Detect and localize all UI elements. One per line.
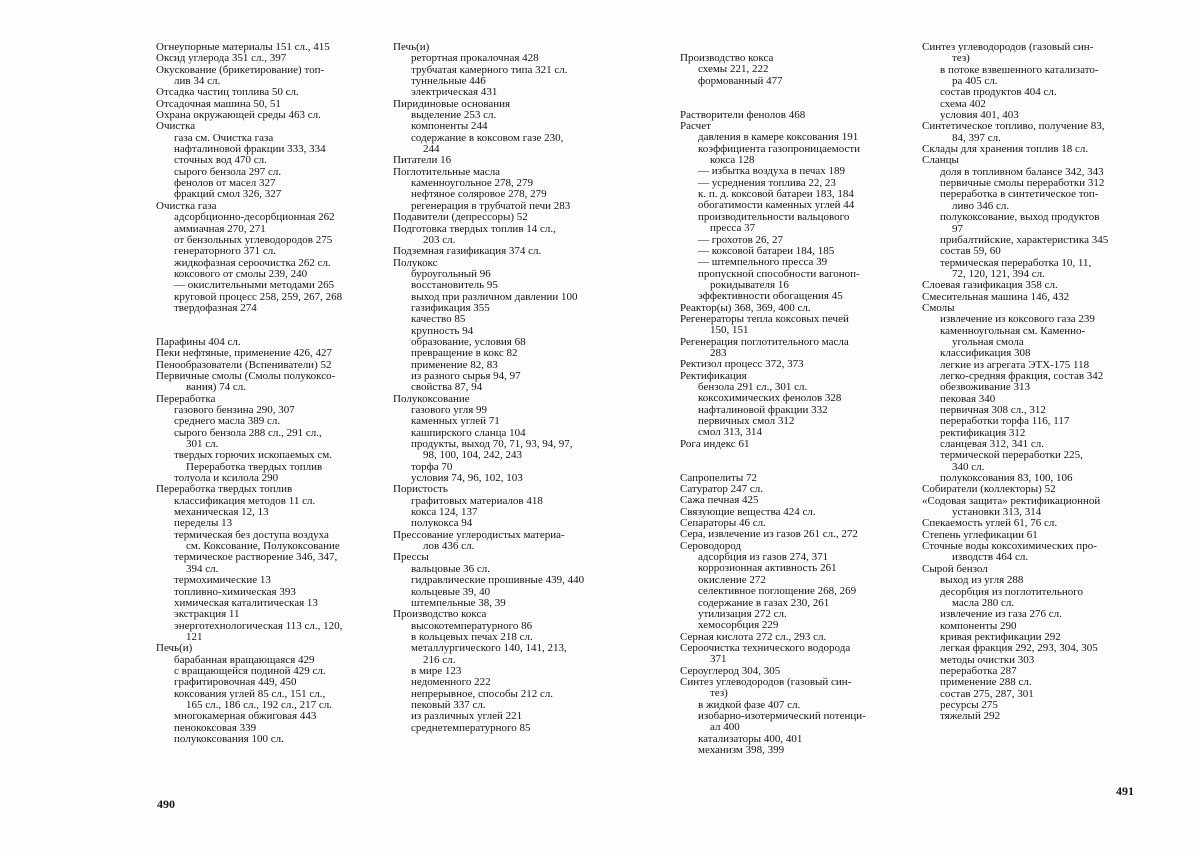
- index-heading: Пористость: [393, 483, 448, 496]
- index-heading: Переработка: [156, 392, 216, 405]
- index-subentry: полукоксования 83, 100, 106: [940, 472, 1073, 485]
- blank-line: [680, 87, 910, 110]
- index-subentry: извлечение из коксового газа 239: [940, 313, 1095, 326]
- index-subentry: графитировочная 449, 450: [174, 676, 297, 689]
- index-subentry: твердых горючих ископаемых см.: [174, 449, 333, 462]
- index-subentry: применение 82, 83: [411, 358, 498, 371]
- index-subentry: первичных смол 312: [698, 415, 795, 427]
- index-subentry: рокидывателя 16: [710, 278, 789, 291]
- index-heading: Синтетическое топливо, получение 83,: [922, 120, 1105, 133]
- index-subentry: пековая 340: [940, 392, 996, 405]
- index-subentry: — усреднения топлива 22, 23: [698, 176, 836, 189]
- index-heading: Сатуратор 247 сл.: [680, 483, 763, 496]
- index-heading: Растворители фенолов 468: [680, 108, 806, 121]
- index-subentry: жидкофазная сероочистка 262 сл.: [174, 256, 331, 269]
- index-subentry: 371: [710, 653, 727, 666]
- index-subentry: 340 сл.: [952, 460, 985, 473]
- index-subentry: в мире 123: [411, 664, 462, 677]
- index-subentry: превращение в кокс 82: [411, 347, 518, 360]
- index-subentry: термическая без доступа воздуха: [174, 528, 329, 541]
- index-heading: Огнеупорные материалы 151 сл., 415: [156, 41, 330, 53]
- index-subentry: 97: [952, 222, 963, 235]
- index-subentry: состав 275, 287, 301: [940, 687, 1034, 700]
- index-subentry: в потоке взвешенного катализато-: [940, 63, 1099, 76]
- index-subentry: компоненты 290: [940, 619, 1017, 632]
- index-heading: Питатели 16: [393, 154, 452, 167]
- index-heading: Синтез углеводородов (газовый син-: [680, 675, 852, 688]
- right-page: [600, 0, 1200, 849]
- index-heading: Синтез углеводородов (газовый син-: [922, 41, 1094, 53]
- index-subentry: изводств 464 сл.: [952, 551, 1029, 564]
- page-number-left: 490: [157, 797, 175, 811]
- index-subentry: металлургического 140, 141, 213,: [411, 642, 567, 655]
- index-subentry: классификация методов 11 сл.: [174, 494, 316, 507]
- index-subentry: тез): [710, 687, 728, 700]
- index-subentry: ресурсы 275: [940, 698, 998, 711]
- index-subentry: состав 59, 60: [940, 245, 1001, 258]
- index-subentry: качество 85: [411, 313, 466, 326]
- index-subentry: сланцевая 312, 341 сл.: [940, 438, 1045, 451]
- index-subentry: лив 34 сл.: [174, 75, 221, 88]
- index-subentry: сточных вод 470 сл.: [174, 154, 267, 167]
- index-subentry: газового угля 99: [411, 404, 488, 416]
- index-subentry: 98, 100, 104, 242, 243: [423, 449, 522, 462]
- index-subentry: каменноугольная см. Каменно-: [940, 324, 1086, 337]
- index-subentry: — штемпельного пресса 39: [698, 256, 828, 269]
- index-subentry: генераторного 371 сл.: [174, 245, 277, 258]
- index-subentry: нафталиновой фракции 333, 334: [174, 143, 326, 156]
- index-subentry: электрическая 431: [411, 86, 498, 99]
- index-subentry: круговой процесс 258, 259, 267, 268: [174, 290, 343, 303]
- index-subentry: с вращающейся подиной 429 сл.: [174, 664, 326, 677]
- index-subentry: легкая фракция 292, 293, 304, 305: [940, 642, 1098, 655]
- index-subentry: среднего масла 389 сл.: [174, 415, 281, 428]
- index-heading: Степень углефикации 61: [922, 528, 1038, 541]
- index-subentry: трубчатая камерного типа 321 сл.: [411, 63, 568, 76]
- index-subentry: пресса 37: [710, 222, 756, 235]
- index-subentry: переработка 287: [940, 664, 1017, 677]
- index-subentry: термической переработки 225,: [940, 449, 1083, 462]
- index-column-3: [680, 53, 910, 756]
- page-number-right: 491: [1116, 784, 1134, 798]
- index-subentry: крупность 94: [411, 324, 474, 337]
- index-subentry: в кольцевых печах 218 сл.: [411, 630, 533, 643]
- index-subentry: 165 сл., 186 сл., 192 сл., 217 сл.: [186, 698, 332, 711]
- index-subentry: коксования углей 85 сл., 151 сл.,: [174, 687, 326, 700]
- index-subentry: каменных углей 71: [411, 415, 500, 428]
- index-subentry: вания) 74 сл.: [186, 381, 247, 394]
- index-subentry: бензола 291 сл., 301 сл.: [698, 380, 808, 393]
- index-subentry: ал 400: [710, 721, 740, 734]
- index-subentry: выход из угля 288: [940, 574, 1024, 587]
- index-subentry: окисление 272: [698, 573, 766, 586]
- index-subentry: содержание в газах 230, 261: [698, 596, 830, 609]
- index-subentry: многокамерная обжиговая 443: [174, 710, 317, 723]
- index-subentry: классификация 308: [940, 347, 1031, 360]
- blank-line: [680, 450, 910, 473]
- index-column-1: [156, 42, 376, 745]
- index-subentry: кокса 124, 137: [411, 506, 478, 519]
- index-subentry: термическое растворение 346, 347,: [174, 551, 338, 564]
- index-subentry: 84, 397 сл.: [952, 131, 1001, 144]
- index-subentry: продукты, выход 70, 71, 93, 94, 97,: [411, 438, 573, 451]
- index-subentry: состав продуктов 404 сл.: [940, 86, 1057, 99]
- index-subentry: селективное поглощение 268, 269: [698, 585, 857, 598]
- index-subentry: — грохотов 26, 27: [698, 233, 784, 246]
- index-subentry: хемосорбция 229: [698, 619, 779, 632]
- index-subentry: катализаторы 400, 401: [698, 732, 803, 745]
- index-subentry: см. Коксование, Полукоксование: [186, 540, 340, 553]
- index-subentry: штемпельные 38, 39: [411, 596, 506, 609]
- index-subentry: барабанная вращающаяся 429: [174, 653, 315, 666]
- index-subentry: к. п. д. коксовой батареи 183, 184: [698, 188, 854, 201]
- index-subentry: первичные смолы переработки 312: [940, 177, 1105, 190]
- index-subentry: фракций смол 326, 327: [174, 188, 282, 201]
- index-heading: Сепараторы 46 сл.: [680, 517, 766, 530]
- index-subentry: непрерывное, способы 212 сл.: [411, 687, 554, 700]
- index-subentry: кривая ректификации 292: [940, 630, 1061, 643]
- index-subentry: угольная смола: [952, 335, 1024, 348]
- index-heading: Сера, извлечение из газов 261 сл., 272: [680, 528, 858, 541]
- index-heading: Полукоксование: [393, 392, 470, 405]
- index-subentry: давления в камере коксования 191: [698, 131, 859, 144]
- index-subentry: прибалтийские, характеристика 345: [940, 233, 1109, 246]
- index-heading: Подготовка твердых топлив 14 сл.,: [393, 222, 556, 235]
- index-subentry: свойства 87, 94: [411, 381, 483, 394]
- index-subentry: химическая каталитическая 13: [174, 596, 318, 609]
- index-subentry: фенолов от масел 327: [174, 177, 276, 190]
- index-subentry: пековый 337 сл.: [411, 698, 486, 711]
- index-subentry: нафталиновой фракции 332: [698, 403, 828, 416]
- index-subentry: установки 313, 314: [952, 506, 1042, 519]
- index-subentry: эффективности обогащения 45: [698, 290, 843, 303]
- index-subentry: 394 сл.: [186, 562, 219, 575]
- index-subentry: масла 280 сл.: [952, 596, 1015, 609]
- index-subentry: ректификация 312: [940, 426, 1026, 439]
- index-heading: Собиратели (коллекторы) 52: [922, 483, 1056, 496]
- index-subentry: методы очистки 303: [940, 653, 1035, 666]
- index-subentry: образование, условия 68: [411, 335, 526, 348]
- index-subentry: адсорбционно-десорбционная 262: [174, 211, 335, 224]
- index-heading: Охрана окружающей среды 463 сл.: [156, 109, 321, 122]
- index-heading: Печь(и): [156, 642, 193, 655]
- index-subentry: — коксовой батареи 184, 185: [698, 244, 835, 257]
- index-subentry: газа см. Очистка газа: [174, 131, 274, 144]
- index-subentry: — окислительными методами 265: [174, 279, 335, 292]
- index-subentry: лов 436 сл.: [423, 540, 475, 553]
- index-subentry: пенококсовая 339: [174, 721, 257, 734]
- index-subentry: схемы 221, 222: [698, 63, 769, 76]
- index-heading: Ректификация: [680, 369, 747, 382]
- index-subentry: десорбция из поглотительного: [940, 585, 1083, 598]
- index-heading: Расчет: [680, 120, 711, 133]
- index-subentry: буроугольный 96: [411, 267, 491, 280]
- index-subentry: недоменного 222: [411, 676, 491, 689]
- index-subentry: аммиачная 270, 271: [174, 222, 266, 235]
- index-subentry: переработка в синтетическое топ-: [940, 188, 1099, 201]
- index-heading: Производство кокса: [680, 52, 774, 64]
- index-subentry: 121: [186, 630, 203, 643]
- index-heading: Регенераторы тепла коксовых печей: [680, 312, 849, 325]
- index-subentry: адсорбция из газов 274, 371: [698, 551, 829, 564]
- index-subentry: 283: [710, 346, 727, 359]
- index-subentry: легко-средняя фракция, состав 342: [940, 369, 1104, 382]
- index-subentry: графитовых материалов 418: [411, 494, 543, 507]
- index-subentry: 203 сл.: [423, 233, 456, 246]
- index-heading: Сероводород: [680, 539, 742, 552]
- index-subentry: применение 288 сл.: [940, 676, 1032, 689]
- index-subentry: доля в топливном балансе 342, 343: [940, 165, 1104, 178]
- index-heading: Пенообразователи (Вспениватели) 52: [156, 358, 332, 371]
- index-subentry: 150, 151: [710, 324, 749, 337]
- index-subentry: регенерация в трубчатой печи 283: [411, 199, 571, 212]
- index-subentry: схема 402: [940, 97, 986, 110]
- index-subentry: тяжелый 292: [940, 710, 1001, 723]
- index-subentry: в жидкой фазе 407 сл.: [698, 698, 801, 711]
- index-subentry: высокотемпературного 86: [411, 619, 533, 632]
- index-heading: Производство кокса: [393, 608, 487, 621]
- index-heading: Сажа печная 425: [680, 494, 759, 507]
- index-heading: Переработка твердых топлив: [156, 483, 293, 496]
- index-subentry: сырого бензола 297 сл.: [174, 165, 282, 178]
- index-subentry: твердофазная 274: [174, 301, 257, 314]
- index-subentry: тез): [952, 52, 970, 65]
- index-heading: Сероуглерод 304, 305: [680, 664, 781, 677]
- index-heading: Полукокс: [393, 256, 438, 269]
- index-heading: Подавители (депрессоры) 52: [393, 211, 528, 224]
- index-subentry: газового бензина 290, 307: [174, 404, 295, 416]
- index-subentry: смол 313, 314: [698, 426, 762, 439]
- index-subentry: коксового от смолы 239, 240: [174, 267, 308, 280]
- index-subentry: условия 74, 96, 102, 103: [411, 472, 523, 485]
- index-subentry: формованный 477: [698, 74, 783, 87]
- index-subentry: гидравлические прошивные 439, 440: [411, 574, 585, 587]
- index-subentry: сырого бензола 288 сл., 291 сл.,: [174, 426, 322, 439]
- index-subentry: топливно-химическая 393: [174, 585, 296, 598]
- index-heading: Поглотительные масла: [393, 165, 501, 178]
- index-subentry: пропускной способности вагоноп-: [698, 267, 860, 280]
- index-heading: Рога индекс 61: [680, 437, 750, 450]
- index-subentry: Переработка твердых топлив: [186, 460, 323, 473]
- index-subentry: выход при различном давлении 100: [411, 290, 578, 303]
- index-subentry: производительности вальцового: [698, 210, 850, 223]
- index-subentry: туннельные 446: [411, 75, 486, 88]
- index-subentry: 301 сл.: [186, 438, 219, 451]
- index-heading: Подземная газификация 374 сл.: [393, 245, 542, 258]
- index-subentry: коррозионная активность 261: [698, 562, 837, 575]
- index-heading: Печь(и): [393, 41, 430, 53]
- index-subentry: выделение 253 сл.: [411, 109, 497, 122]
- index-heading: Смесительная машина 146, 432: [922, 290, 1070, 303]
- index-heading: Склады для хранения топлив 18 сл.: [922, 143, 1089, 156]
- index-subentry: полукоксования 100 сл.: [174, 732, 284, 745]
- index-subentry: восстановитель 95: [411, 279, 498, 292]
- index-subentry: толуола и ксилола 290: [174, 472, 279, 485]
- index-subentry: переделы 13: [174, 517, 233, 530]
- index-subentry: 72, 120, 121, 394 сл.: [952, 267, 1045, 280]
- index-heading: Прессы: [393, 551, 429, 564]
- index-subentry: утилизация 272 сл.: [698, 607, 787, 620]
- index-subentry: ретортная прокалочная 428: [411, 52, 539, 65]
- index-heading: Сланцы: [922, 154, 959, 167]
- index-subentry: термохимические 13: [174, 574, 271, 587]
- index-heading: Оксид углерода 351 сл., 397: [156, 52, 287, 65]
- index-subentry: изобарно-изотермический потенци-: [698, 709, 866, 722]
- index-heading: Очистка газа: [156, 199, 217, 212]
- index-heading: Пиридиновые основания: [393, 97, 511, 110]
- index-heading: Сероочистка технического водорода: [680, 641, 851, 654]
- index-subentry: вальцовые 36 сл.: [411, 562, 491, 575]
- index-subentry: от бензольных углеводородов 275: [174, 233, 333, 246]
- index-heading: Первичные смолы (Смолы полукоксо-: [156, 369, 336, 382]
- index-subentry: нефтяное соляровое 278, 279: [411, 188, 547, 201]
- index-heading: Ректизол процесс 372, 373: [680, 358, 804, 371]
- index-heading: Смолы: [922, 301, 955, 314]
- index-heading: Парафины 404 сл.: [156, 335, 241, 348]
- index-subentry: ливо 346 сл.: [952, 199, 1010, 212]
- index-subentry: коксохимических фенолов 328: [698, 392, 842, 405]
- index-subentry: полукоксование, выход продуктов: [940, 211, 1100, 224]
- index-heading: Окускование (брикетирование) топ-: [156, 63, 325, 76]
- index-subentry: механическая 12, 13: [174, 506, 269, 519]
- index-subentry: полукокса 94: [411, 517, 473, 530]
- blank-line: [156, 314, 376, 337]
- index-subentry: из разного сырья 94, 97: [411, 369, 521, 382]
- index-heading: Отсадка частиц топлива 50 сл.: [156, 86, 299, 99]
- index-subentry: легкие из агрегата ЭТХ-175 118: [940, 358, 1090, 371]
- index-heading: Отсадочная машина 50, 51: [156, 97, 281, 110]
- index-subentry: 244: [423, 143, 440, 156]
- index-subentry: кольцевые 39, 40: [411, 585, 491, 598]
- index-subentry: содержание в коксовом газе 230,: [411, 131, 564, 144]
- index-heading: Реактор(ы) 368, 369, 400 сл.: [680, 301, 811, 314]
- index-heading: Регенерация поглотительного масла: [680, 335, 849, 348]
- index-subentry: из различных углей 221: [411, 710, 523, 723]
- index-heading: Спекаемость углей 61, 76 сл.: [922, 517, 1058, 530]
- index-heading: Пеки нефтяные, применение 426, 427: [156, 347, 333, 360]
- index-subentry: обогатимости каменных углей 44: [698, 199, 855, 212]
- index-subentry: торфа 70: [411, 460, 453, 473]
- index-heading: Связующие вещества 424 сл.: [680, 505, 816, 518]
- index-subentry: — избытка воздуха в печах 189: [698, 165, 846, 178]
- index-subentry: условия 401, 403: [940, 109, 1019, 122]
- index-heading: Очистка: [156, 120, 196, 133]
- index-column-2: [393, 42, 618, 734]
- index-subentry: энерготехнологическая 113 сл., 120,: [174, 619, 343, 632]
- index-subentry: первичная 308 сл., 312: [940, 404, 1046, 416]
- index-heading: Прессование углеродистых материа-: [393, 528, 565, 541]
- index-subentry: переработки торфа 116, 117: [940, 415, 1070, 428]
- index-heading: «Содовая защита» ректификационной: [922, 494, 1101, 507]
- index-subentry: 216 сл.: [423, 653, 456, 666]
- index-subentry: ра 405 сл.: [952, 75, 998, 88]
- index-heading: Слоевая газификация 358 сл.: [922, 279, 1058, 292]
- index-subentry: термическая переработка 10, 11,: [940, 256, 1092, 269]
- index-heading: Сточные воды коксохимических про-: [922, 540, 1097, 553]
- index-subentry: компоненты 244: [411, 120, 488, 133]
- index-subentry: каменноугольное 278, 279: [411, 177, 534, 190]
- index-heading: Сапропелиты 72: [680, 471, 758, 484]
- index-subentry: экстракция 11: [174, 608, 240, 621]
- index-subentry: обезвоживание 313: [940, 381, 1030, 394]
- index-subentry: механизм 398, 399: [698, 743, 785, 756]
- index-subentry: извлечение из газа 276 сл.: [940, 608, 1062, 621]
- index-subentry: кашпирского сланца 104: [411, 426, 526, 439]
- index-heading: Серная кислота 272 сл., 293 сл.: [680, 630, 827, 643]
- index-subentry: кокса 128: [710, 154, 755, 167]
- index-column-4: [922, 42, 1162, 723]
- index-subentry: среднетемпературного 85: [411, 721, 531, 734]
- index-subentry: газификация 355: [411, 301, 490, 314]
- index-subentry: коэффициента газопроницаемости: [698, 142, 861, 155]
- index-heading: Сырой бензол: [922, 562, 988, 575]
